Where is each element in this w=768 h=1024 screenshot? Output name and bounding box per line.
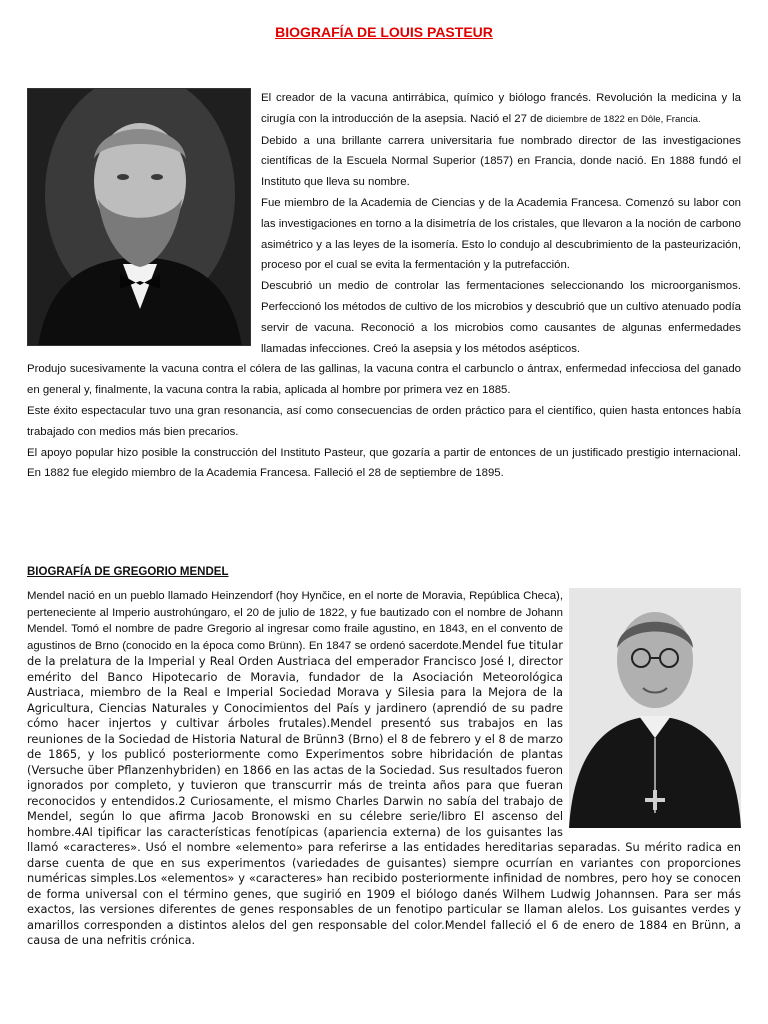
pasteur-paragraph-3: Fue miembro de la Academia de Ciencias y de la Academia Francesa. Comenzó su labor con las investigaciones en torno a la disimetría de los cristales, que llevaron a la noción de carbono asimétrico y a las leyes de la isomería. Esto lo condujo al descubrimiento de la pasteurización, proceso por el cual se evita la fermentación y la putrefacción. [261, 196, 741, 272]
pasteur-portrait-photo [27, 88, 251, 346]
mendel-title: BIOGRAFÍA DE GREGORIO MENDEL [27, 566, 229, 578]
mendel-paragraph-body: Mendel fue titular de la prelatura de la Imperial y Real Orden Austriaca del emperador Francisco José I, director emérito del Banco Hipotecario de Moravia, fundador de la Asociación Meteorológica Austriaca, miembro de la Real e Imperial Sociedad Morava y Silesia para la Mejora de la Agricultura, Ciencias Naturales y Conocimientos del País y jardinero (aprendió de su padre cómo hacer injertos y cultivar árboles frutales).Mendel presentó sus trabajos en las reuniones de la Sociedad de Historia Natural de Brünn3 (Brno) el 8 de febrero y el 8 de marzo de 1865, y los publicó posteriormente como Experimentos sobre hibridación de plantas (Versuche über Pflanzenhybriden) en 1866 en las actas de la Sociedad. Sus resultados fueron ignorados por completo, y tuvieron que transcurrir más de treinta años para que fueran reconocidos y entendidos.2 Curiosamente, el mismo Charles Darwin no sabía del trabajo de Mendel, según lo que afirma Jacob Bronowski en su célebre serie/libro El ascenso del hombre.4Al tipificar las características fenotípicas (apariencia externa) de los guisantes las llamó «caracteres». Usó el nombre «elemento» para referirse a las entidades hereditarias separadas. Su mérito radica en darse cuenta de que en sus experimentos (variedades de guisantes) siempre ocurrían en variantes con proporciones numéricas simples.Los «elementos» y «caracteres» han recibido posteriormente infinidad de nombres, pero hoy se conocen de forma universal con el término genes, que sugirió en 1909 el biólogo danés Wilhem Ludwig Johannsen. Para ser más exactos, las versiones diferentes de genes responsables de un fenotipo particular se llaman alelos. Los guisantes verdes y amarillos corresponden a distintos alelos del gen responsable del color.Mendel falleció el 6 de enero de 1884 en Brünn, a causa de una nefritis crónica. [27, 637, 741, 947]
pasteur-section [27, 88, 741, 484]
pasteur-title: BIOGRAFÍA DE LOUIS PASTEUR [275, 24, 493, 40]
mendel-section [27, 588, 741, 949]
pasteur-paragraph-6: Este éxito espectacular tuvo una gran resonancia, así como consecuencias de orden práctico para el científico, quien hasta entonces había trabajado con medios más bien precarios. [27, 404, 741, 438]
pasteur-paragraph-1: El creador de la vacuna antirrábica, químico y biólogo francés. Revolución la medicina y la cirugía con la introducción de la asepsia. Nació el 27 de [261, 92, 741, 125]
pasteur-paragraph-4: Descubrió un medio de controlar las fermentaciones seleccionando los microorganismos. Perfeccionó los métodos de cultivo de los microbios y descubrió que un cultivo atenuado podía servir de vacuna. Reconoció a los microbios como causantes de algunas enfermedades llamadas infecciones. Creó la asepsia y los métodos asépticos. [261, 280, 741, 355]
mendel-portrait-photo [569, 588, 741, 828]
pasteur-paragraph-7: El apoyo popular hizo posible la construcción del Instituto Pasteur, que gozaría a partir de entonces de un justificado prestigio internacional. En 1882 fue elegido miembro de la Academia Francesa. Falleció el 28 de septiembre de 1895. [27, 446, 741, 480]
pasteur-paragraph-5: Produjo sucesivamente la vacuna contra el cólera de las gallinas, la vacuna contra el carbunclo o ántrax, enfermedad infecciosa del ganado en general y, finalmente, la vacuna contra la rabia, aplicada al hombre por primera vez en 1885. [27, 363, 741, 397]
mendel-paragraph-lead: Mendel nació en un pueblo llamado Heinzendorf (hoy Hynčice, en el norte de Moravia, República Checa), perteneciente al Imperio austrohúngaro, el 20 de julio de 1822, y fue bautizado con el nombre de Johann Mendel. Tomó el nombre de padre Gregorio al ingresar como fraile agustino, en 1843, en el convento de agustinos de Brno (conocido en la época como Brünn). En 1847 se ordenó sacerdote. [27, 590, 563, 652]
pasteur-paragraph-1-date: diciembre de 1822 en Dôle, Francia. [545, 113, 701, 125]
pasteur-paragraph-2: Debido a una brillante carrera universitaria fue nombrado director de las investigaciones científicas de la Escuela Normal Superior (1857) en Francia, donde nació. En 1888 fundó el Instituto que lleva su nombre. [261, 134, 741, 189]
